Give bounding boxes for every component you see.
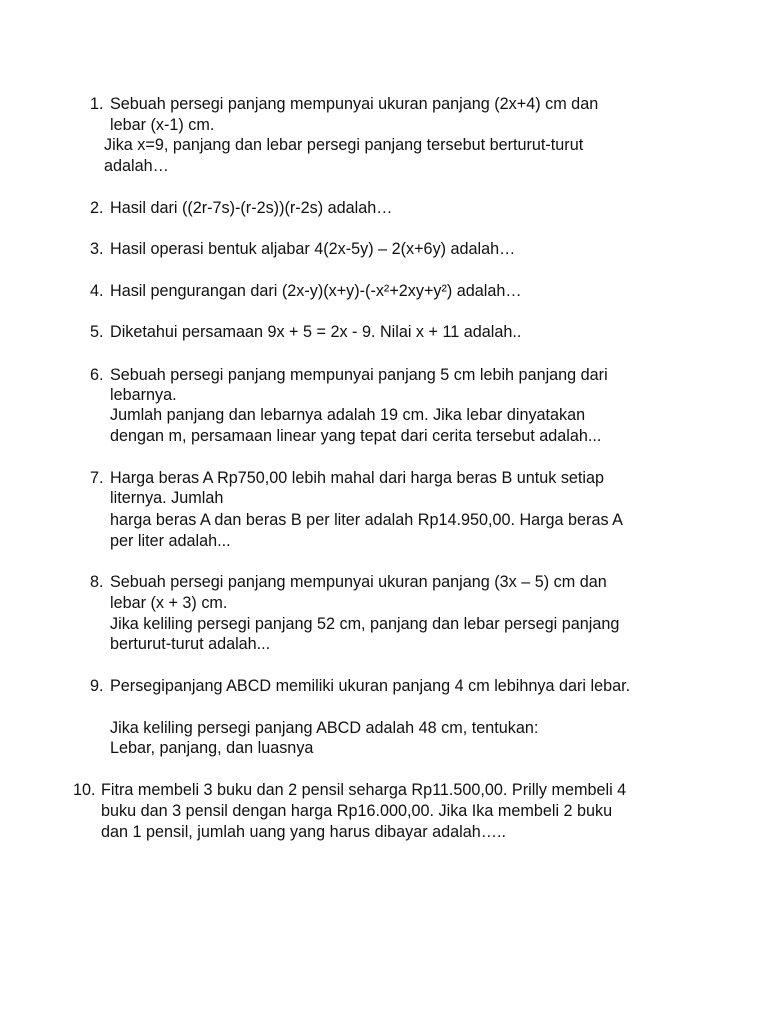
question-text-line: per liter adalah... [110,532,231,550]
question-number: 10. [73,781,96,799]
question-text-line: Lebar, panjang, dan luasnya [110,739,314,757]
question-text-line: Fitra membeli 3 buku dan 2 pensil seharga Rp11.500,00. Prilly membeli 4 [101,781,627,799]
question-number: 5. [90,323,104,341]
question-text-line: Hasil pengurangan dari (2x-y)(x+y)-(-x²+2xy+y²) adalah… [110,282,522,300]
question-text-line: lebar (x + 3) cm. [110,594,228,612]
question-number: 3. [90,240,104,258]
question-number: 6. [90,366,104,384]
question-text-line: Diketahui persamaan 9x + 5 = 2x - 9. Nilai x + 11 adalah.. [110,323,522,341]
question-text-line: lebar (x-1) cm. [110,116,215,134]
question-text-line: harga beras A dan beras B per liter adalah Rp14.950,00. Harga beras A [110,511,623,529]
question-text-line: Jika x=9, panjang dan lebar persegi panjang tersebut berturut-turut [104,136,584,154]
question-text-line: Harga beras A Rp750,00 lebih mahal dari harga beras B untuk setiap [110,469,605,487]
question-number: 2. [90,199,104,217]
question-text-line: Jumlah panjang dan lebarnya adalah 19 cm. Jika lebar dinyatakan [110,406,586,424]
question-number: 8. [90,573,104,591]
question-number: 1. [90,95,104,113]
question-text-line: liternya. Jumlah [110,489,224,507]
question-text-line: adalah… [104,157,169,175]
question-text-line: Jika keliling persegi panjang 52 cm, panjang dan lebar persegi panjang [110,615,620,633]
question-text-line: Hasil operasi bentuk aljabar 4(2x-5y) – 2(x+6y) adalah… [110,240,516,258]
question-text-line: Hasil dari ((2r-7s)-(r-2s))(r-2s) adalah… [110,199,393,217]
question-text-line: Persegipanjang ABCD memiliki ukuran panjang 4 cm lebihnya dari lebar. [110,677,631,695]
question-text-line: Sebuah persegi panjang mempunyai ukuran panjang (2x+4) cm dan [110,95,599,113]
question-text-line: buku dan 3 pensil dengan harga Rp16.000,00. Jika Ika membeli 2 buku [101,802,613,820]
question-number: 4. [90,282,104,300]
question-text-line: lebarnya. [110,386,177,404]
question-text-line: dengan m, persamaan linear yang tepat dari cerita tersebut adalah... [110,427,602,445]
question-text-line: berturut-turut adalah... [110,635,271,653]
question-text-line: dan 1 pensil, jumlah uang yang harus dibayar adalah….. [101,823,506,841]
question-text-line: Sebuah persegi panjang mempunyai panjang 5 cm lebih panjang dari [110,366,608,384]
question-number: 7. [90,469,104,487]
question-text-line: Jika keliling persegi panjang ABCD adalah 48 cm, tentukan: [110,719,539,737]
question-number: 9. [90,677,104,695]
question-text-line: Sebuah persegi panjang mempunyai ukuran panjang (3x – 5) cm dan [110,573,607,591]
